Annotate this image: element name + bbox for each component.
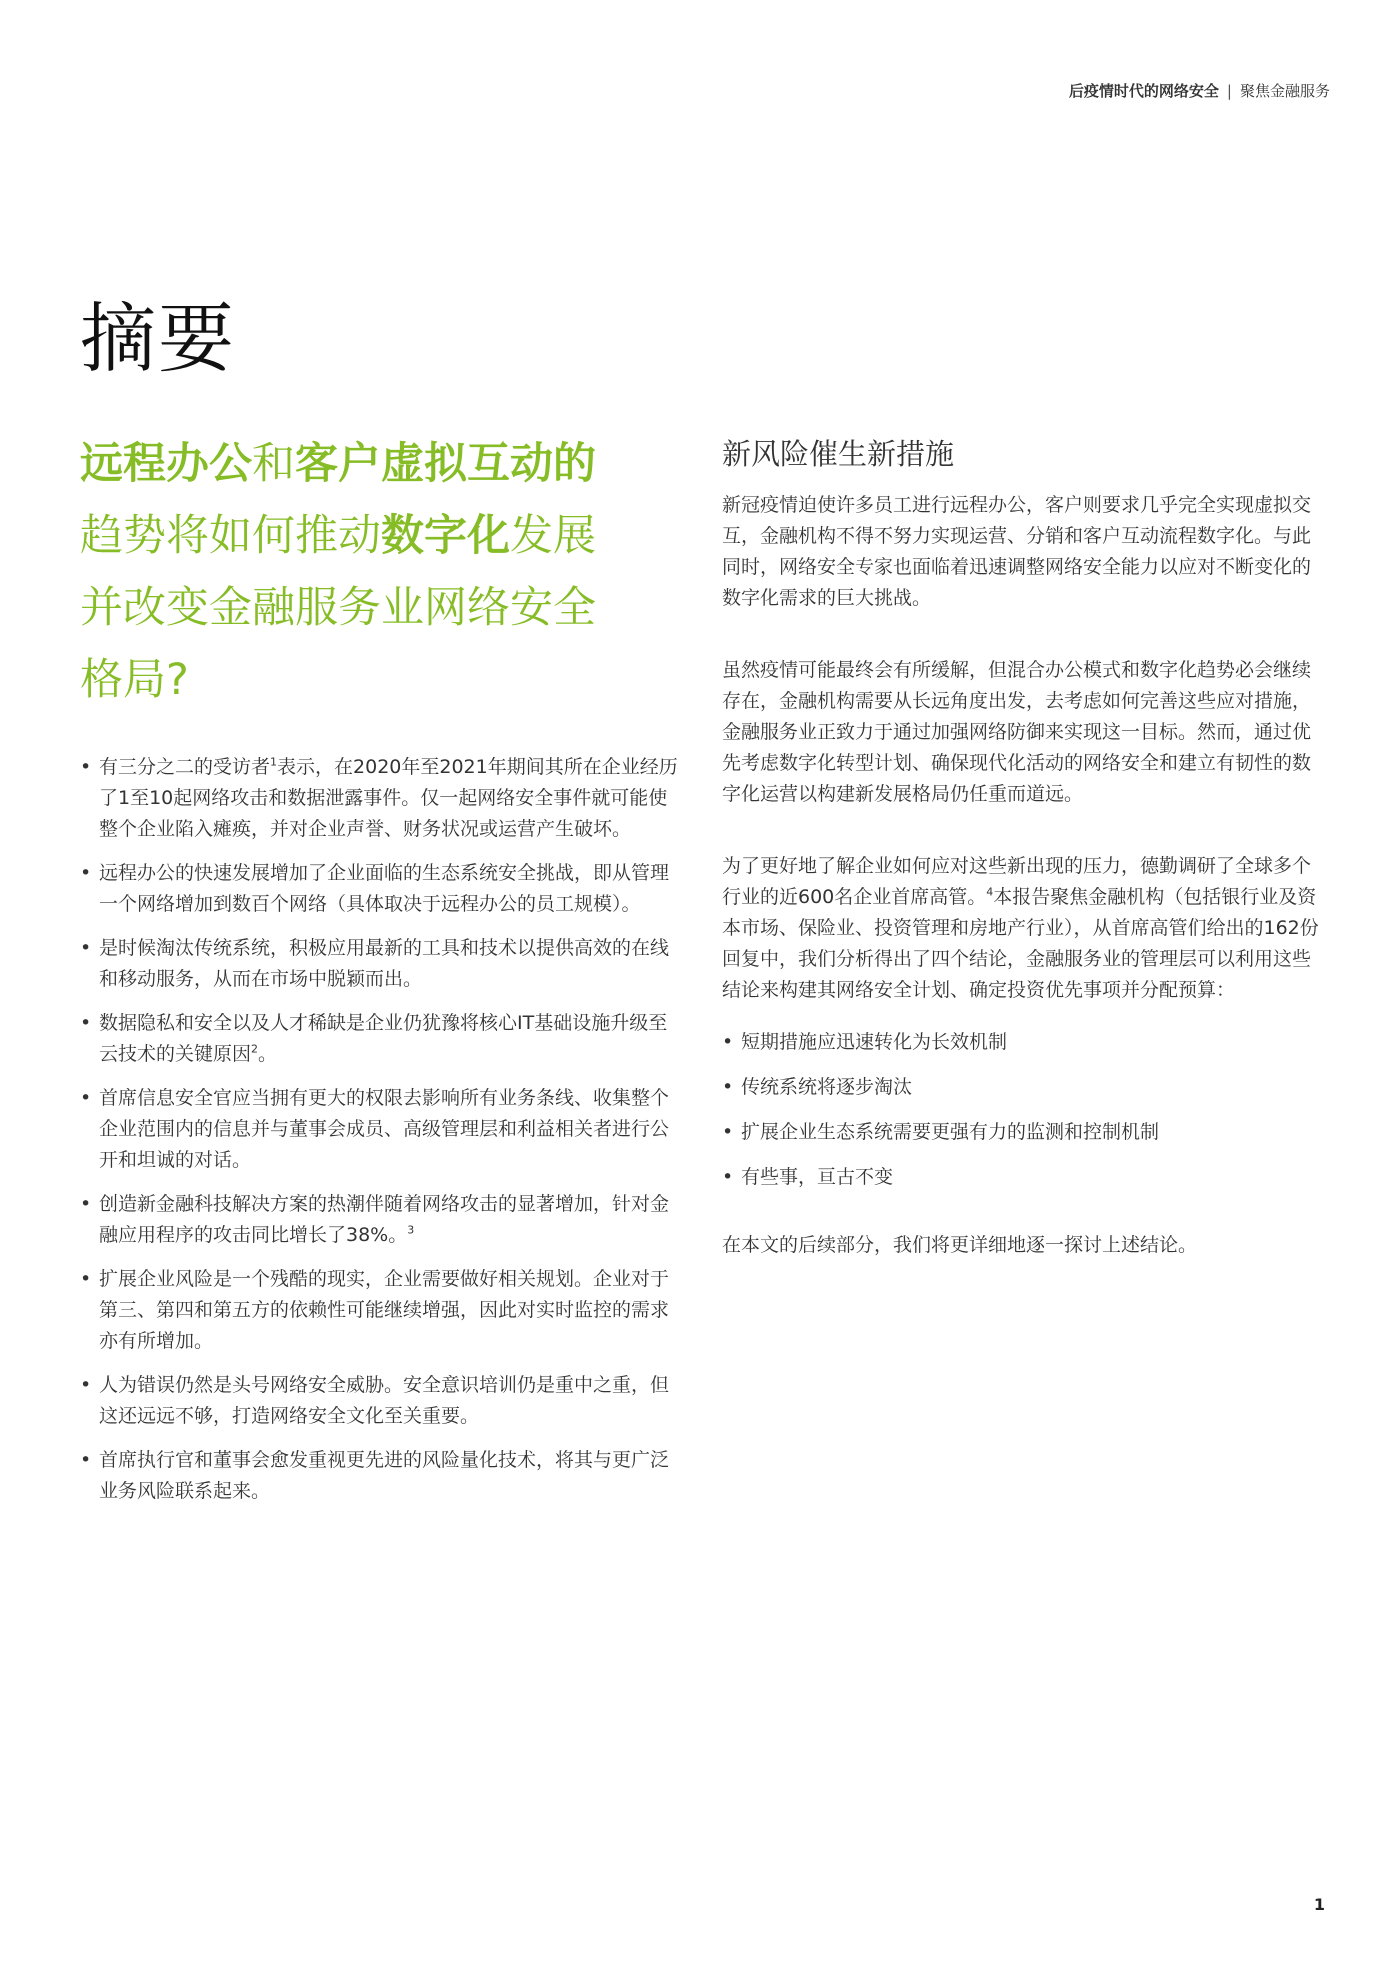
bullet-text: 。 — [258, 1043, 278, 1065]
headline-line — [80, 572, 680, 644]
section-title: 新风险催生新措施 — [722, 437, 955, 471]
list-item: • 有些事，亘古不变 — [722, 1162, 1320, 1193]
paragraph: 新冠疫情迫使许多员工进行远程办公，客户则要求几乎完全实现虚拟交互，金融机构不得不努力实现运营、分销和客户互动流程数字化。与此同时，网络安全专家也面临着迅速调整网络安全能力以应对不断变化的数字化需求的巨大挑战。 — [722, 494, 1312, 609]
bullet-text: 表示，在2020年至2021年期间其所在企业经历了1至10起网络攻击和数据泄露事件。仅一起网络安全事件就可能使整个企业陷入瘫痪，并对企业声誉、财务状况或运营产生破坏。 — [99, 756, 678, 840]
list-item — [80, 1008, 680, 1070]
paragraph — [722, 851, 1320, 1006]
headline-segment: 格局? — [80, 655, 189, 705]
bullet-text: 人为错误仍然是头号网络安全威胁。安全意识培训仍是重中之重，但这还远远不够，打造网络安全文化至关重要。 — [99, 1374, 670, 1427]
bullet-text: 是时候淘汰传统系统，积极应用最新的工具和技术以提供高效的在线和移动服务，从而在市场中脱颖而出。 — [99, 937, 670, 990]
headline-segment: 并改变金融服务业网络安全 — [80, 583, 596, 633]
key-findings-column — [80, 752, 680, 1520]
headline-line — [80, 644, 680, 716]
footnote-ref: 4 — [986, 885, 994, 899]
bullet-text: 数据隐私和安全以及人才稀缺是企业仍犹豫将核心IT基础设施升级至云技术的关键原因 — [99, 1012, 668, 1065]
headline-segment: 远程办公 — [80, 439, 252, 489]
list-item — [80, 858, 680, 920]
headline-segment: 客户虚拟互动的 — [295, 439, 596, 489]
header-separator: | — [1226, 82, 1232, 100]
paragraph-text: 为了更好地了解企业如何应对这些新出现的压力，德勤调研了全球多个行业的近600名企业首席高管。 — [722, 855, 1312, 908]
headline-line — [80, 428, 680, 500]
list-item — [80, 933, 680, 995]
bullet-text: 有三分之二的受访者 — [99, 756, 271, 778]
page-number: 1 — [1313, 1895, 1325, 1914]
list-item: • 传统系统将逐步淘汰 — [722, 1072, 1320, 1103]
paragraph-text: 本报告聚焦金融机构（包括银行业及资本市场、保险业、投资管理和房地产行业），从首席高管们给出的162份回复中，我们分析得出了四个结论，金融服务业的管理层可以利用这些结论来构建其网络安全计划、确定投资优先事项并分配预算： — [722, 886, 1319, 1001]
bullet-text: 首席信息安全官应当拥有更大的权限去影响所有业务条线、收集整个企业范围内的信息并与董事会成员、高级管理层和利益相关者进行公开和坦诚的对话。 — [99, 1087, 670, 1171]
report-title: 后疫情时代的网络安全 — [1068, 82, 1219, 100]
list-item: • 短期措施应迅速转化为长效机制 — [722, 1027, 1320, 1058]
bullet-text: 扩展企业风险是一个残酷的现实，企业需要做好相关规划。企业对于第三、第四和第五方的依赖性可能继续增强，因此对实时监控的需求亦有所增加。 — [99, 1268, 670, 1352]
bullet-text: 首席执行官和董事会愈发重视更先进的风险量化技术，将其与更广泛业务风险联系起来。 — [99, 1449, 670, 1502]
list-item — [80, 1083, 680, 1176]
list-item — [80, 1264, 680, 1357]
footnote-ref: 1 — [270, 755, 278, 769]
header-section: 聚焦金融服务 — [1239, 82, 1330, 100]
headline — [80, 428, 680, 716]
footnote-ref: 2 — [251, 1042, 259, 1056]
list-item: • 扩展企业生态系统需要更强有力的监测和控制机制 — [722, 1117, 1320, 1148]
bullet-text: 创造新金融科技解决方案的热潮伴随着网络攻击的显著增加，针对金融应用程序的攻击同比增长了38%。 — [99, 1193, 670, 1246]
headline-segment: 趋势将如何推动 — [80, 511, 381, 561]
page-title: 摘要 — [80, 294, 236, 383]
conclusions-list — [722, 1027, 1320, 1193]
list-item — [80, 1445, 680, 1507]
new-risks-column — [722, 432, 1320, 1302]
running-header — [1069, 80, 1330, 101]
headline-segment: 数字化 — [381, 511, 510, 561]
paragraph: 虽然疫情可能最终会有所缓解，但混合办公模式和数字化趋势必会继续存在，金融机构需要从长远角度出发，去考虑如何完善这些应对措施，金融服务业正致力于通过加强网络防御来实现这一目标。然而，通过优先考虑数字化转型计划、确保现代化活动的网络安全和建立有韧性的数字化运营以构建新发展格局仍任重而道远。 — [722, 659, 1312, 805]
bullet-text: 远程办公的快速发展增加了企业面临的生态系统安全挑战，即从管理一个网络增加到数百个网络（具体取决于远程办公的员工规模）。 — [99, 862, 670, 915]
list-item — [80, 1189, 680, 1251]
closing-paragraph: 在本文的后续部分，我们将更详细地逐一探讨上述结论。 — [722, 1234, 1198, 1256]
list-item — [80, 1370, 680, 1432]
headline-segment: 和 — [252, 439, 295, 489]
footnote-ref: 3 — [407, 1223, 415, 1237]
headline-segment: 发展 — [510, 511, 596, 561]
list-item — [80, 752, 680, 845]
key-findings-list — [80, 752, 680, 1507]
headline-line — [80, 500, 680, 572]
